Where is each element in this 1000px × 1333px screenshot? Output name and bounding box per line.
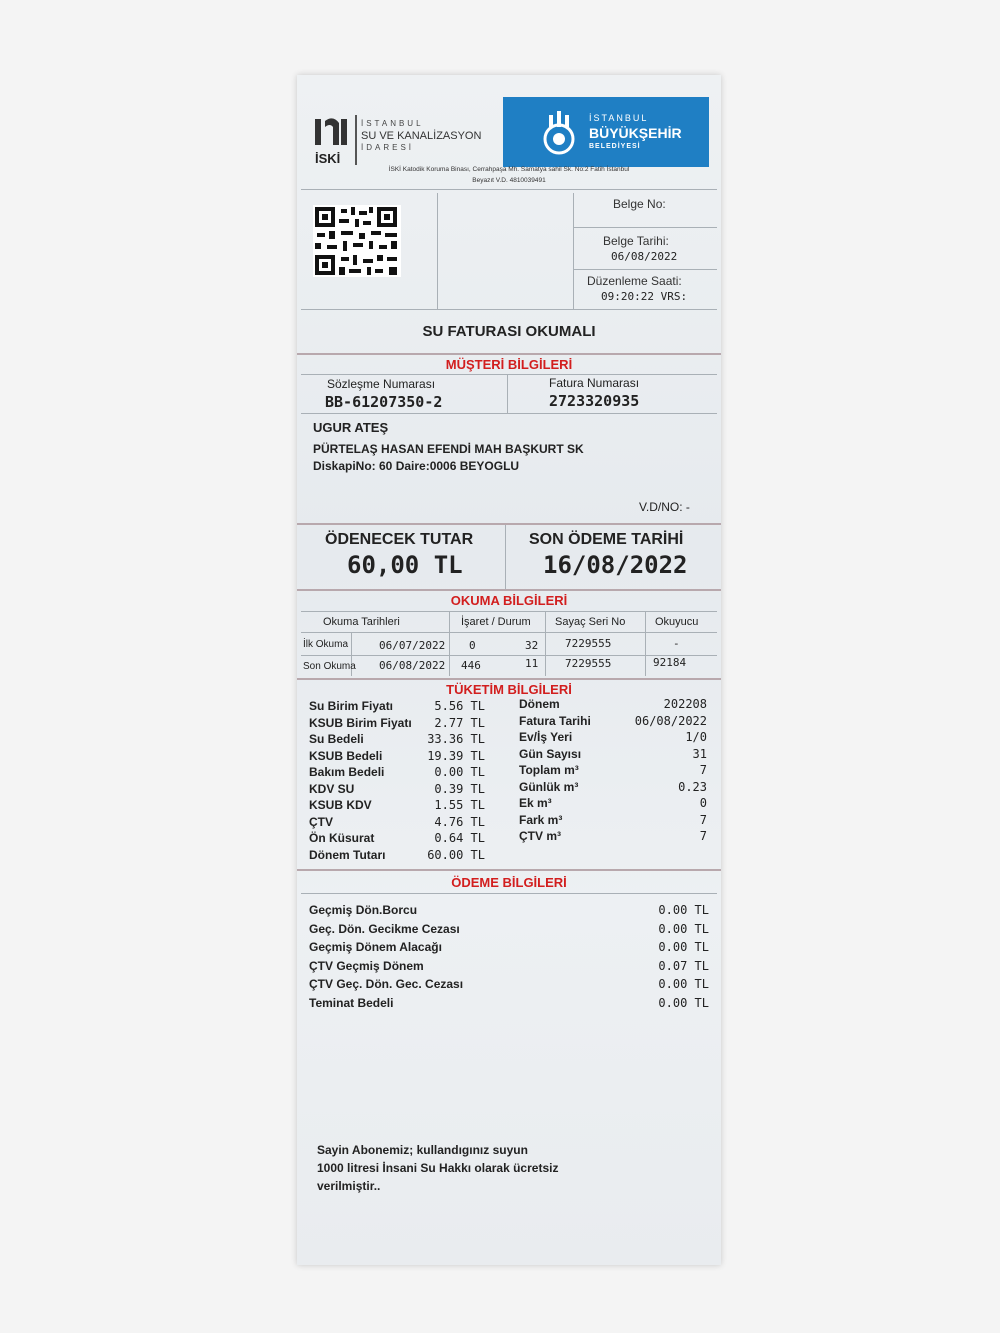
summary-divider (505, 525, 506, 589)
qr-divider (437, 193, 438, 309)
iski-name-line1: İSTANBUL (361, 119, 424, 128)
customer-name: UGUR ATEŞ (313, 420, 389, 435)
tuketim-left-label: ÇTV (309, 814, 333, 829)
ibb-line1: İSTANBUL (589, 113, 649, 123)
musteri-rule (301, 374, 717, 375)
iski-name-line2: SU VE KANALİZASYON (361, 130, 482, 142)
okuma-row-okuyucu: 92184 (653, 656, 687, 669)
okuma-row-isaret: 446 (461, 659, 481, 672)
footer-line1: Sayin Abonemiz; kullandıgınız suyun (317, 1143, 528, 1157)
odeme-item-value: 0.00 TL (658, 903, 709, 917)
okuma-col-div4 (645, 612, 646, 676)
okuma-row-label: İlk Okuma (303, 639, 349, 650)
ibb-line3: BELEDİYESİ (589, 143, 641, 150)
okuma-col-div3 (545, 612, 546, 676)
odenecek-tutar-label: ÖDENECEK TUTAR (325, 531, 474, 548)
odeme-item-value: 0.00 TL (658, 940, 709, 954)
okuma-row-durum: 11 (525, 657, 539, 670)
musteri-section-title: MÜŞTERİ BİLGİLERİ (445, 357, 573, 372)
tuketim-right-value: 0.23 (678, 779, 707, 794)
iski-logo-icon (311, 113, 351, 153)
tuketim-left-value: 60.00 TL (427, 847, 485, 862)
okuma-row-durum: 32 (525, 639, 539, 652)
customer-address-line1: PÜRTELAŞ HASAN EFENDİ MAH BAŞKURT SK (313, 442, 584, 456)
tuketim-left-value: 4.76 TL (434, 814, 485, 829)
ibb-banner (503, 97, 709, 167)
header-address: İSKİ Katodik Koruma Binası, Cerrahpaşa Mh. Samatya sahil Sk. No:2 Fatih İstanbul (388, 166, 630, 173)
tuketim-right-label: Toplam m³ (519, 763, 579, 777)
odeme-item-label: Geçmiş Dönem Alacağı (309, 940, 442, 954)
tuketim-section-title: TÜKETİM BİLGİLERİ (446, 682, 572, 697)
tuketim-left-value: 33.36 TL (427, 732, 485, 746)
water-bill-receipt (297, 75, 721, 1265)
summary-top-bar (297, 523, 721, 525)
fatura-number: 2723320935 (549, 392, 640, 410)
docinfo-rule2 (573, 269, 717, 270)
odeme-top-bar (297, 869, 721, 871)
qr-code-icon (313, 205, 401, 277)
iski-name-line3: İDARESİ (361, 143, 415, 152)
okuma-header-okuyucu: Okuyucu (655, 616, 699, 628)
iski-logo (311, 113, 351, 167)
tuketim-left-label: Ön Küsurat (309, 831, 375, 845)
okuma-row-seri: 7229555 (565, 657, 612, 670)
fatura-label: Fatura Numarası (549, 376, 640, 390)
belge-tarihi-value: 06/08/2022 (611, 250, 678, 263)
okuma-row-label: Son Okuma (303, 661, 356, 672)
tuketim-right-label: Gün Sayısı (519, 746, 582, 761)
tuketim-left-label: Dönem Tutarı (309, 847, 386, 862)
logo-divider (355, 115, 357, 165)
odenecek-tutar-value: 60,00 TL (347, 551, 463, 579)
tuketim-right-label: Dönem (519, 697, 560, 711)
tuketim-right-label: Ek m³ (519, 796, 552, 810)
okuma-header-isaret: İşaret / Durum (461, 616, 531, 628)
odeme-item-label: Geçmiş Dön.Borcu (309, 903, 418, 917)
docinfo-bottom-rule (301, 309, 717, 310)
okuma-row-seri: 7229555 (565, 637, 612, 650)
son-odeme-tarihi-label: SON ÖDEME TARİHİ (529, 531, 684, 548)
belge-tarihi-label: Belge Tarihi: (603, 234, 669, 248)
tuketim-right-value: 7 (699, 763, 707, 777)
odeme-item-value: 0.00 TL (658, 977, 709, 991)
tuketim-left-label: Bakım Bedeli (309, 765, 385, 779)
ibb-line2: BÜYÜKŞEHİR (589, 125, 682, 141)
okuma-row-okuyucu: - (673, 637, 680, 650)
odeme-item-label: Geç. Dön. Gecikme Cezası (309, 921, 460, 936)
customer-address-line2: DiskapiNo: 60 Daire:0006 BEYOGLU (313, 459, 520, 473)
odeme-item-label: ÇTV Geçmiş Dönem (309, 958, 424, 973)
odeme-item-value: 0.00 TL (658, 995, 709, 1010)
tuketim-left-label: Su Bedeli (309, 732, 364, 746)
okuma-header-seri: Sayaç Seri No (555, 616, 626, 628)
tuketim-left-value: 0.39 TL (434, 781, 485, 796)
tuketim-right-label: Günlük m³ (519, 779, 579, 794)
tuketim-left-label: KSUB Bedeli (309, 748, 383, 763)
tuketim-right-label: Fark m³ (519, 812, 563, 827)
odeme-item-value: 0.07 TL (658, 958, 709, 973)
header-tax-info: Beyazıt V.D. 4810039491 (472, 177, 546, 184)
tuketim-right-value: 7 (699, 812, 707, 827)
docinfo-divider (573, 193, 574, 309)
okuma-col-div2 (449, 612, 450, 676)
tuketim-right-value: 202208 (663, 697, 707, 711)
tuketim-left-value: 5.56 TL (434, 699, 485, 713)
musteri-rule2 (301, 413, 717, 414)
sozlesme-number: BB-61207350-2 (325, 393, 443, 411)
tuketim-left-value: 19.39 TL (427, 748, 485, 763)
okuma-row-isaret: 0 (469, 639, 476, 652)
footer-line3: verilmiştir.. (317, 1179, 381, 1193)
duzenleme-saati-label: Düzenleme Saati: (587, 274, 682, 288)
okuma-header-dates: Okuma Tarihleri (323, 616, 400, 628)
ibb-emblem-icon (537, 109, 581, 155)
son-odeme-tarihi-value: 16/08/2022 (543, 551, 688, 579)
odeme-item-label: Teminat Bedeli (309, 995, 394, 1010)
odeme-section-title: ÖDEME BİLGİLERİ (451, 875, 567, 890)
tuketim-right-value: 31 (692, 746, 707, 761)
tuketim-right-label: Fatura Tarihi (519, 713, 591, 728)
odeme-item-label: ÇTV Geç. Dön. Gec. Cezası (309, 977, 464, 991)
odeme-item-value: 0.00 TL (658, 921, 709, 936)
musteri-top-bar (297, 353, 721, 355)
duzenleme-saati-value: 09:20:22 VRS: (601, 290, 688, 303)
okuma-row-date: 06/08/2022 (379, 659, 446, 672)
sozlesme-label: Sözleşme Numarası (327, 377, 436, 391)
tuketim-left-value: 1.55 TL (434, 798, 485, 812)
tuketim-left-value: 2.77 TL (434, 715, 485, 730)
tuketim-right-value: 7 (699, 829, 707, 843)
okuma-row-date: 06/07/2022 (379, 639, 446, 652)
tuketim-left-label: KDV SU (309, 781, 355, 796)
bill-title: SU FATURASI OKUMALI (422, 323, 596, 340)
okuma-rule (301, 611, 717, 612)
tuketim-top-bar (297, 678, 721, 680)
tuketim-left-label: KSUB KDV (309, 798, 372, 812)
okuma-section-title: OKUMA BİLGİLERİ (450, 593, 568, 608)
tuketim-right-value: 1/0 (685, 730, 707, 744)
tuketim-left-label: Su Birim Fiyatı (309, 699, 394, 713)
tuketim-left-label: KSUB Birim Fiyatı (309, 715, 412, 730)
tuketim-left-value: 0.64 TL (434, 831, 485, 845)
okuma-header-rule (301, 632, 717, 633)
tuketim-right-value: 0 (699, 796, 707, 810)
docinfo-rule1 (573, 227, 717, 228)
iski-logo-text: İSKİ (315, 151, 341, 166)
vd-no: V.D/NO: - (639, 500, 690, 514)
tuketim-right-label: Ev/İş Yeri (519, 730, 573, 744)
tuketim-right-label: ÇTV m³ (519, 829, 561, 843)
belge-no-label: Belge No: (613, 197, 666, 211)
footer-line2: 1000 litresi İnsani Su Hakkı olarak ücretsiz (317, 1161, 559, 1175)
tuketim-right-value: 06/08/2022 (634, 713, 707, 728)
tuketim-left-value: 0.00 TL (434, 765, 485, 779)
odeme-rule (301, 893, 717, 894)
okuma-top-bar (297, 589, 721, 591)
musteri-divider (507, 375, 508, 413)
header-rule (301, 189, 717, 190)
